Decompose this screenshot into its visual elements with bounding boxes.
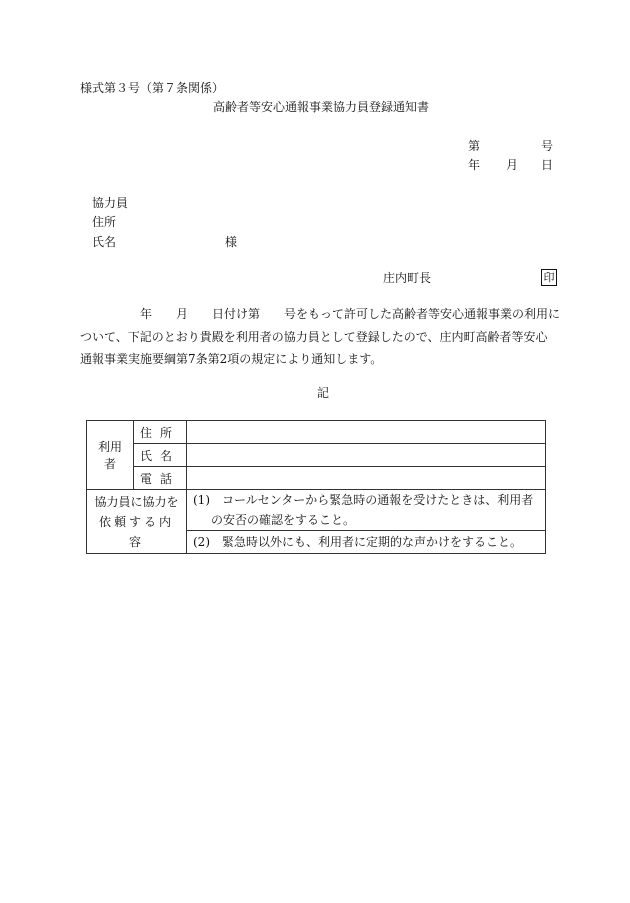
request-item-text: の安否の確認をすること。 [211,513,356,527]
user-phone-label: 電話 [134,467,187,490]
document-title: 高齢者等安心通報事業協力員登録通知書 [213,100,430,114]
number-go: 号 [541,139,554,153]
body-line: ついて、下記のとおり貴殿を利用者の協力員として登録したので、庄内町高齢者等安心 [80,329,548,344]
user-name-label: 氏名 [134,444,187,467]
user-group-label: 利用者 [87,421,134,490]
body-line: 年 月 日付け第 号をもって許可した高齢者等安心通報事業の利用に [80,307,561,321]
table-row [87,421,546,444]
date-year: 年 [468,158,481,172]
user-phone-value [187,467,546,490]
table-row [87,467,546,490]
number-dai: 第 [468,139,481,153]
request-label [87,490,187,554]
table-row [87,490,546,531]
date-month: 月 [506,158,519,172]
addressee-honorific: 様 [225,235,238,249]
date-day: 日 [541,158,554,172]
notice-table [86,420,546,554]
request-label-line: 協力員に協力を [94,494,179,509]
table-row [87,444,546,467]
user-address-label: 住所 [134,421,187,444]
body-paragraph [80,303,560,371]
request-item-2: (2) 緊急時以外にも、利用者に定期的な声かけをすること。 [187,531,546,554]
user-address-value [187,421,546,444]
request-item-1 [187,490,546,531]
addressee-address-label: 住所 [92,215,117,229]
sender-name: 庄内町長 [383,271,432,285]
user-name-value [187,444,546,467]
form-number: 様式第３号（第７条関係） [80,81,225,95]
ki-heading: 記 [317,386,330,400]
addressee-name-label: 氏名 [92,235,117,249]
body-line: 通報事業実施要綱第7条第2項の規定により通知します。 [80,352,383,366]
addressee-role: 協力員 [92,196,129,210]
seal-mark: 印 [541,269,557,286]
request-label-line: 依頼する内容 [98,514,174,549]
request-item-text: (1) コールセンターから緊急時の通報を受けたときは、利用者 [193,493,534,507]
